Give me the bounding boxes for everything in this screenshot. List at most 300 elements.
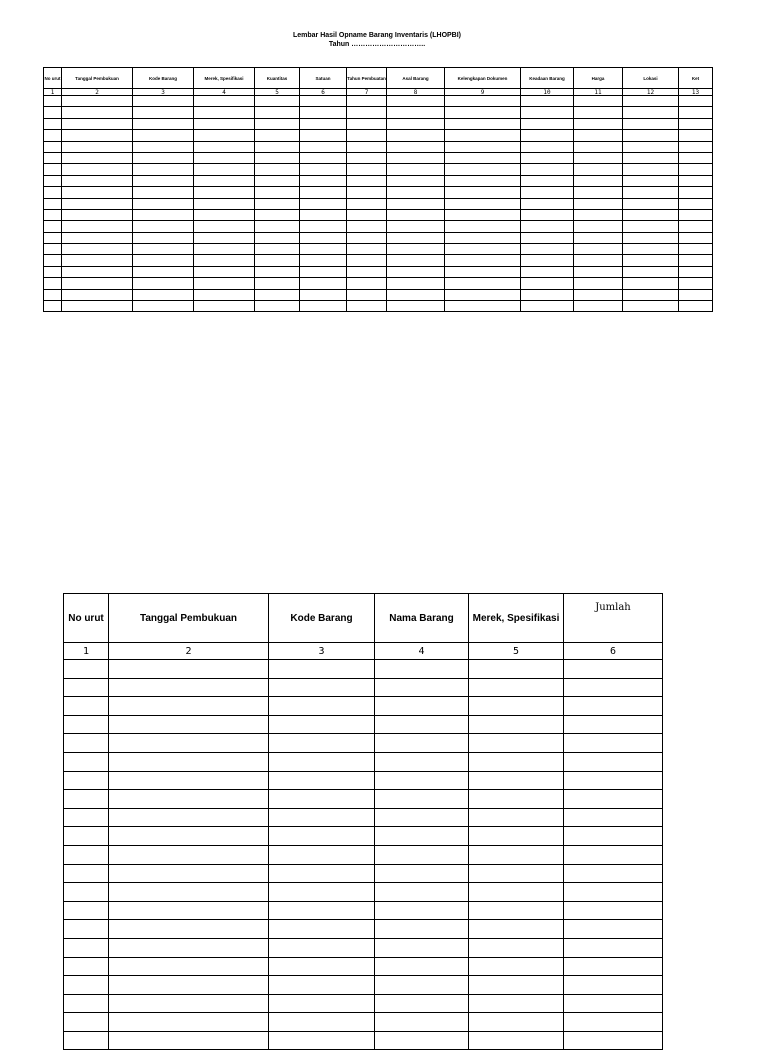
table-cell[interactable]: [62, 278, 133, 289]
table-cell[interactable]: [300, 221, 347, 232]
table-cell[interactable]: [109, 845, 269, 864]
table-cell[interactable]: [469, 752, 564, 771]
table-cell[interactable]: [445, 244, 521, 255]
table-cell[interactable]: [375, 957, 469, 976]
table-cell[interactable]: [347, 278, 387, 289]
table-cell[interactable]: [255, 152, 300, 163]
table-cell[interactable]: [44, 232, 62, 243]
table-cell[interactable]: [469, 920, 564, 939]
table-cell[interactable]: [347, 255, 387, 266]
table-cell[interactable]: [62, 198, 133, 209]
table-cell[interactable]: [44, 244, 62, 255]
table-cell[interactable]: [133, 130, 194, 141]
table-cell[interactable]: [375, 790, 469, 809]
table-cell[interactable]: [445, 107, 521, 118]
table-cell[interactable]: [445, 96, 521, 107]
table-cell[interactable]: [44, 266, 62, 277]
table-cell[interactable]: [269, 771, 375, 790]
table-cell[interactable]: [269, 845, 375, 864]
table-cell[interactable]: [679, 164, 713, 175]
table-cell[interactable]: [623, 301, 679, 312]
table-cell[interactable]: [194, 164, 255, 175]
table-cell[interactable]: [623, 209, 679, 220]
table-cell[interactable]: [445, 118, 521, 129]
table-cell[interactable]: [564, 901, 663, 920]
table-cell[interactable]: [445, 152, 521, 163]
table-cell[interactable]: [347, 221, 387, 232]
table-cell[interactable]: [623, 221, 679, 232]
table-cell[interactable]: [133, 164, 194, 175]
table-cell[interactable]: [521, 221, 574, 232]
table-cell[interactable]: [133, 266, 194, 277]
table-cell[interactable]: [300, 141, 347, 152]
table-cell[interactable]: [300, 187, 347, 198]
table-cell[interactable]: [347, 107, 387, 118]
table-cell[interactable]: [62, 244, 133, 255]
table-cell[interactable]: [255, 118, 300, 129]
table-cell[interactable]: [623, 175, 679, 186]
table-cell[interactable]: [109, 901, 269, 920]
table-cell[interactable]: [133, 96, 194, 107]
table-cell[interactable]: [347, 232, 387, 243]
table-cell[interactable]: [62, 130, 133, 141]
table-cell[interactable]: [469, 976, 564, 995]
table-cell[interactable]: [300, 255, 347, 266]
table-cell[interactable]: [375, 771, 469, 790]
table-cell[interactable]: [375, 994, 469, 1013]
table-cell[interactable]: [679, 221, 713, 232]
table-cell[interactable]: [574, 141, 623, 152]
table-cell[interactable]: [109, 938, 269, 957]
table-cell[interactable]: [133, 198, 194, 209]
table-cell[interactable]: [255, 107, 300, 118]
table-cell[interactable]: [64, 827, 109, 846]
table-cell[interactable]: [564, 790, 663, 809]
table-cell[interactable]: [574, 221, 623, 232]
table-cell[interactable]: [194, 266, 255, 277]
table-cell[interactable]: [269, 976, 375, 995]
table-cell[interactable]: [679, 209, 713, 220]
table-cell[interactable]: [64, 864, 109, 883]
table-cell[interactable]: [623, 187, 679, 198]
table-cell[interactable]: [445, 266, 521, 277]
table-cell[interactable]: [44, 164, 62, 175]
table-cell[interactable]: [375, 883, 469, 902]
table-cell[interactable]: [521, 141, 574, 152]
table-cell[interactable]: [387, 255, 445, 266]
table-cell[interactable]: [109, 715, 269, 734]
table-cell[interactable]: [679, 255, 713, 266]
table-cell[interactable]: [347, 198, 387, 209]
table-cell[interactable]: [109, 697, 269, 716]
table-cell[interactable]: [564, 660, 663, 679]
table-cell[interactable]: [62, 221, 133, 232]
table-cell[interactable]: [679, 232, 713, 243]
table-cell[interactable]: [564, 715, 663, 734]
table-cell[interactable]: [521, 152, 574, 163]
table-cell[interactable]: [109, 957, 269, 976]
table-cell[interactable]: [469, 1013, 564, 1032]
table-cell[interactable]: [574, 289, 623, 300]
table-cell[interactable]: [44, 289, 62, 300]
table-cell[interactable]: [109, 790, 269, 809]
table-cell[interactable]: [133, 175, 194, 186]
table-cell[interactable]: [64, 1013, 109, 1032]
table-cell[interactable]: [64, 957, 109, 976]
table-cell[interactable]: [194, 289, 255, 300]
table-cell[interactable]: [347, 175, 387, 186]
table-cell[interactable]: [133, 301, 194, 312]
table-cell[interactable]: [623, 141, 679, 152]
table-cell[interactable]: [133, 289, 194, 300]
table-cell[interactable]: [64, 678, 109, 697]
table-cell[interactable]: [300, 152, 347, 163]
table-cell[interactable]: [255, 244, 300, 255]
table-cell[interactable]: [269, 994, 375, 1013]
table-cell[interactable]: [269, 752, 375, 771]
table-cell[interactable]: [521, 96, 574, 107]
table-cell[interactable]: [469, 734, 564, 753]
table-cell[interactable]: [62, 107, 133, 118]
table-cell[interactable]: [64, 808, 109, 827]
table-cell[interactable]: [375, 976, 469, 995]
table-cell[interactable]: [387, 266, 445, 277]
table-cell[interactable]: [445, 209, 521, 220]
table-cell[interactable]: [44, 175, 62, 186]
table-cell[interactable]: [62, 255, 133, 266]
table-cell[interactable]: [445, 232, 521, 243]
table-cell[interactable]: [44, 255, 62, 266]
table-cell[interactable]: [387, 175, 445, 186]
table-cell[interactable]: [387, 187, 445, 198]
table-cell[interactable]: [564, 845, 663, 864]
table-cell[interactable]: [194, 96, 255, 107]
table-cell[interactable]: [574, 301, 623, 312]
table-cell[interactable]: [347, 301, 387, 312]
table-cell[interactable]: [623, 255, 679, 266]
table-cell[interactable]: [387, 244, 445, 255]
table-cell[interactable]: [109, 771, 269, 790]
table-cell[interactable]: [347, 187, 387, 198]
table-cell[interactable]: [269, 883, 375, 902]
table-cell[interactable]: [574, 175, 623, 186]
table-cell[interactable]: [469, 1031, 564, 1050]
table-cell[interactable]: [194, 221, 255, 232]
table-cell[interactable]: [574, 255, 623, 266]
table-cell[interactable]: [564, 1031, 663, 1050]
table-cell[interactable]: [574, 266, 623, 277]
table-cell[interactable]: [347, 141, 387, 152]
table-cell[interactable]: [623, 164, 679, 175]
table-cell[interactable]: [300, 118, 347, 129]
table-cell[interactable]: [469, 771, 564, 790]
table-cell[interactable]: [194, 209, 255, 220]
table-cell[interactable]: [564, 938, 663, 957]
table-cell[interactable]: [521, 107, 574, 118]
table-cell[interactable]: [62, 232, 133, 243]
table-cell[interactable]: [62, 266, 133, 277]
table-cell[interactable]: [574, 209, 623, 220]
table-cell[interactable]: [564, 976, 663, 995]
table-cell[interactable]: [564, 994, 663, 1013]
table-cell[interactable]: [445, 289, 521, 300]
table-cell[interactable]: [387, 107, 445, 118]
table-cell[interactable]: [109, 660, 269, 679]
table-cell[interactable]: [375, 1031, 469, 1050]
table-cell[interactable]: [623, 278, 679, 289]
table-cell[interactable]: [679, 141, 713, 152]
table-cell[interactable]: [194, 232, 255, 243]
table-cell[interactable]: [269, 827, 375, 846]
table-cell[interactable]: [387, 164, 445, 175]
table-cell[interactable]: [269, 790, 375, 809]
table-cell[interactable]: [255, 255, 300, 266]
table-cell[interactable]: [109, 864, 269, 883]
table-cell[interactable]: [469, 901, 564, 920]
table-cell[interactable]: [194, 152, 255, 163]
table-cell[interactable]: [44, 130, 62, 141]
table-cell[interactable]: [623, 232, 679, 243]
table-cell[interactable]: [255, 130, 300, 141]
table-cell[interactable]: [194, 255, 255, 266]
table-cell[interactable]: [255, 278, 300, 289]
table-cell[interactable]: [469, 715, 564, 734]
table-cell[interactable]: [469, 790, 564, 809]
table-cell[interactable]: [521, 266, 574, 277]
table-cell[interactable]: [574, 198, 623, 209]
table-cell[interactable]: [194, 301, 255, 312]
table-cell[interactable]: [469, 845, 564, 864]
table-cell[interactable]: [255, 187, 300, 198]
table-cell[interactable]: [375, 678, 469, 697]
table-cell[interactable]: [387, 289, 445, 300]
table-cell[interactable]: [679, 289, 713, 300]
table-cell[interactable]: [255, 164, 300, 175]
table-cell[interactable]: [679, 96, 713, 107]
table-cell[interactable]: [133, 244, 194, 255]
table-cell[interactable]: [133, 232, 194, 243]
table-cell[interactable]: [62, 164, 133, 175]
table-cell[interactable]: [445, 198, 521, 209]
table-cell[interactable]: [574, 130, 623, 141]
table-cell[interactable]: [269, 715, 375, 734]
table-cell[interactable]: [62, 289, 133, 300]
table-cell[interactable]: [679, 266, 713, 277]
table-cell[interactable]: [469, 938, 564, 957]
table-cell[interactable]: [445, 221, 521, 232]
table-cell[interactable]: [194, 198, 255, 209]
table-cell[interactable]: [679, 244, 713, 255]
table-cell[interactable]: [521, 175, 574, 186]
table-cell[interactable]: [623, 107, 679, 118]
table-cell[interactable]: [623, 266, 679, 277]
table-cell[interactable]: [64, 938, 109, 957]
table-cell[interactable]: [62, 301, 133, 312]
table-cell[interactable]: [62, 152, 133, 163]
table-cell[interactable]: [564, 883, 663, 902]
table-cell[interactable]: [469, 697, 564, 716]
table-cell[interactable]: [255, 232, 300, 243]
table-cell[interactable]: [109, 827, 269, 846]
table-cell[interactable]: [300, 266, 347, 277]
table-cell[interactable]: [44, 278, 62, 289]
table-cell[interactable]: [574, 164, 623, 175]
table-cell[interactable]: [109, 808, 269, 827]
table-cell[interactable]: [347, 266, 387, 277]
table-cell[interactable]: [269, 1013, 375, 1032]
table-cell[interactable]: [300, 130, 347, 141]
table-cell[interactable]: [387, 118, 445, 129]
table-cell[interactable]: [255, 289, 300, 300]
table-cell[interactable]: [64, 1031, 109, 1050]
table-cell[interactable]: [44, 209, 62, 220]
table-cell[interactable]: [44, 118, 62, 129]
table-cell[interactable]: [375, 660, 469, 679]
table-cell[interactable]: [574, 107, 623, 118]
table-cell[interactable]: [109, 678, 269, 697]
table-cell[interactable]: [387, 209, 445, 220]
table-cell[interactable]: [521, 232, 574, 243]
table-cell[interactable]: [387, 130, 445, 141]
table-cell[interactable]: [269, 938, 375, 957]
table-cell[interactable]: [300, 175, 347, 186]
table-cell[interactable]: [269, 678, 375, 697]
table-cell[interactable]: [255, 175, 300, 186]
table-cell[interactable]: [375, 938, 469, 957]
table-cell[interactable]: [347, 118, 387, 129]
table-cell[interactable]: [44, 141, 62, 152]
table-cell[interactable]: [64, 734, 109, 753]
table-cell[interactable]: [574, 187, 623, 198]
table-cell[interactable]: [445, 255, 521, 266]
table-cell[interactable]: [387, 141, 445, 152]
table-cell[interactable]: [133, 209, 194, 220]
table-cell[interactable]: [375, 715, 469, 734]
table-cell[interactable]: [64, 920, 109, 939]
table-cell[interactable]: [64, 771, 109, 790]
table-cell[interactable]: [445, 175, 521, 186]
table-cell[interactable]: [679, 301, 713, 312]
table-cell[interactable]: [269, 697, 375, 716]
table-cell[interactable]: [194, 175, 255, 186]
table-cell[interactable]: [255, 301, 300, 312]
table-cell[interactable]: [679, 278, 713, 289]
table-cell[interactable]: [64, 845, 109, 864]
table-cell[interactable]: [521, 130, 574, 141]
table-cell[interactable]: [62, 141, 133, 152]
table-cell[interactable]: [564, 697, 663, 716]
table-cell[interactable]: [387, 152, 445, 163]
table-cell[interactable]: [133, 255, 194, 266]
table-cell[interactable]: [521, 198, 574, 209]
table-cell[interactable]: [109, 994, 269, 1013]
table-cell[interactable]: [300, 301, 347, 312]
table-cell[interactable]: [623, 96, 679, 107]
table-cell[interactable]: [44, 301, 62, 312]
table-cell[interactable]: [255, 266, 300, 277]
table-cell[interactable]: [564, 734, 663, 753]
table-cell[interactable]: [375, 1013, 469, 1032]
table-cell[interactable]: [469, 808, 564, 827]
table-cell[interactable]: [194, 130, 255, 141]
table-cell[interactable]: [133, 278, 194, 289]
table-cell[interactable]: [300, 232, 347, 243]
table-cell[interactable]: [521, 164, 574, 175]
table-cell[interactable]: [564, 864, 663, 883]
table-cell[interactable]: [564, 678, 663, 697]
table-cell[interactable]: [679, 175, 713, 186]
table-cell[interactable]: [269, 660, 375, 679]
table-cell[interactable]: [445, 164, 521, 175]
table-cell[interactable]: [679, 118, 713, 129]
table-cell[interactable]: [469, 883, 564, 902]
table-cell[interactable]: [564, 920, 663, 939]
table-cell[interactable]: [109, 752, 269, 771]
table-cell[interactable]: [375, 697, 469, 716]
table-cell[interactable]: [375, 845, 469, 864]
table-cell[interactable]: [564, 827, 663, 846]
table-cell[interactable]: [564, 808, 663, 827]
table-cell[interactable]: [469, 678, 564, 697]
table-cell[interactable]: [109, 1031, 269, 1050]
table-cell[interactable]: [269, 1031, 375, 1050]
table-cell[interactable]: [623, 244, 679, 255]
table-cell[interactable]: [469, 827, 564, 846]
table-cell[interactable]: [564, 1013, 663, 1032]
table-cell[interactable]: [623, 198, 679, 209]
table-cell[interactable]: [679, 130, 713, 141]
table-cell[interactable]: [133, 107, 194, 118]
table-cell[interactable]: [194, 107, 255, 118]
table-cell[interactable]: [679, 107, 713, 118]
table-cell[interactable]: [375, 920, 469, 939]
table-cell[interactable]: [387, 198, 445, 209]
table-cell[interactable]: [269, 920, 375, 939]
table-cell[interactable]: [64, 901, 109, 920]
table-cell[interactable]: [521, 244, 574, 255]
table-cell[interactable]: [269, 901, 375, 920]
table-cell[interactable]: [564, 957, 663, 976]
table-cell[interactable]: [347, 96, 387, 107]
table-cell[interactable]: [64, 790, 109, 809]
table-cell[interactable]: [574, 96, 623, 107]
table-cell[interactable]: [375, 864, 469, 883]
table-cell[interactable]: [521, 301, 574, 312]
table-cell[interactable]: [255, 141, 300, 152]
table-cell[interactable]: [387, 301, 445, 312]
table-cell[interactable]: [194, 244, 255, 255]
table-cell[interactable]: [194, 141, 255, 152]
table-cell[interactable]: [300, 244, 347, 255]
table-cell[interactable]: [521, 289, 574, 300]
table-cell[interactable]: [679, 198, 713, 209]
table-cell[interactable]: [269, 864, 375, 883]
table-cell[interactable]: [445, 141, 521, 152]
table-cell[interactable]: [109, 883, 269, 902]
table-cell[interactable]: [133, 187, 194, 198]
table-cell[interactable]: [469, 957, 564, 976]
table-cell[interactable]: [375, 734, 469, 753]
table-cell[interactable]: [300, 209, 347, 220]
table-cell[interactable]: [194, 278, 255, 289]
table-cell[interactable]: [574, 278, 623, 289]
table-cell[interactable]: [623, 130, 679, 141]
table-cell[interactable]: [109, 1013, 269, 1032]
table-cell[interactable]: [574, 244, 623, 255]
table-cell[interactable]: [387, 96, 445, 107]
table-cell[interactable]: [445, 130, 521, 141]
table-cell[interactable]: [469, 994, 564, 1013]
